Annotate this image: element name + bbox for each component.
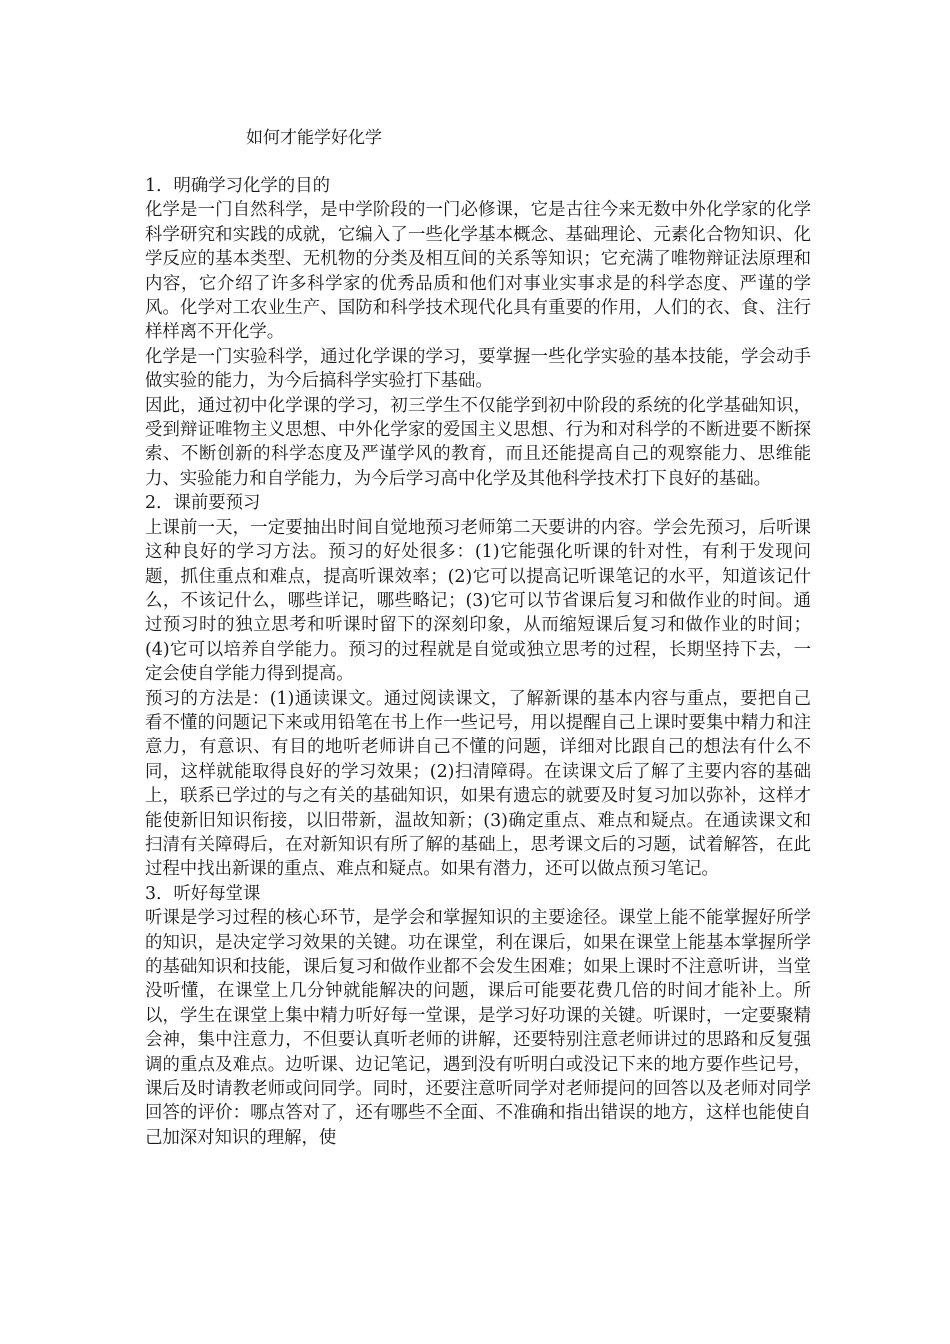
section-preview (145, 491, 811, 882)
paragraph: 听课是学习过程的核心环节，是学会和掌握知识的主要途径。课堂上能不能掌握好所学的知识，是决定学习效果的关键。功在课堂，利在课后，如果在课堂上能基本掌握所学的基础知识和技能，课后复习和做作业都不会发生困难；如果上课时不注意听讲，当堂没听懂，在课堂上几分钟就能解决的问题，课后可能要花费几倍的时间才能补上。所以，学生在课堂上集中精力听好每一堂课，是学习好功课的关键。听课时，一定要聚精会神，集中注意力，不但要认真听老师的讲解，还要特别注意老师讲过的思路和反复强调的重点及难点。边听课、边记笔记，遇到没有听明白或没记下来的地方要作些记号，课后及时请教老师或问同学。同时，还要注意听同学对老师提问的回答以及老师对同学回答的评价：哪点答对了，还有哪些不全面、不准确和指出错误的地方，这样也能使自己加深对知识的理解，使 (145, 908, 811, 1148)
section-purpose (145, 174, 811, 491)
section-heading: 3．听好每堂课 (145, 883, 261, 904)
document-title: 如何才能学好化学 (246, 128, 382, 148)
section-listening (145, 882, 811, 1150)
paragraph: 预习的方法是：(1)通读课文。通过阅读课文，了解新课的基本内容与重点，要把自己看不懂的问题记下来或用铅笔在书上作一些记号，用以提醒自己上课时要集中精力和注意力，有意识、有目的地听老师讲自己不懂的问题，详细对比跟自己的想法有什么不同，这样就能取得良好的学习效果；(2)扫清障碍。在读课文后了解了主要内容的基础上，联系已学过的与之有关的基础知识，如果有遗忘的就要及时复习加以弥补，这样才能使新旧知识衔接，以旧带新，温故知新；(3)确定重点、难点和疑点。在通读课文和扫清有关障碍后，在对新知识有所了解的基础上，思考课文后的习题，试着解答，在此过程中找出新课的重点、难点和疑点。如果有潜力，还可以做点预习笔记。 (145, 688, 811, 880)
paragraph: 因此，通过初中化学课的学习，初三学生不仅能学到初中阶段的系统的化学基础知识，受到辩证唯物主义思想、中外化学家的爱国主义思想、行为和对科学的不断进要不断探索、不断创新的科学态度及严谨学风的教育，而且还能提高自己的观察能力、思维能力、实验能力和自学能力，为今后学习高中化学及其他科学技术打下良好的基础。 (145, 395, 811, 489)
paragraph: 化学是一门实验科学，通过化学课的学习，要掌握一些化学实验的基本技能，学会动手做实验的能力，为今后搞科学实验打下基础。 (145, 346, 811, 392)
section-heading: 2．课前要预习 (145, 493, 261, 514)
document-body (145, 174, 811, 1150)
paragraph: 化学是一门自然科学，是中学阶段的一门必修课，它是古往今来无数中外化学家的化学科学研究和实践的成就，它编入了一些化学基本概念、基础理论、元素化合物知识、化学反应的基本类型、无机物的分类及相互间的关系等知识；它充满了唯物辩证法原理和内容，它介绍了许多科学家的优秀品质和他们对事业实事求是的科学态度、严谨的学风。化学对工农业生产、国防和科学技术现代化具有重要的作用，人们的衣、食、注行样样离不开化学。 (145, 200, 811, 343)
section-heading: 1．明确学习化学的目的 (145, 176, 330, 196)
paragraph: 上课前一天，一定要抽出时间自觉地预习老师第二天要讲的内容。学会先预习，后听课这种良好的学习方法。预习的好处很多：(1)它能强化听课的针对性，有利于发现问题，抓住重点和难点，提高听课效率；(2)它可以提高记听课笔记的水平，知道该记什么，不该记什么，哪些详记，哪些略记；(3)它可以节省课后复习和做作业的时间。通过预习时的独立思考和听课时留下的深刻印象，从而缩短课后复习和做作业的时间；(4)它可以培养自学能力。预习的过程就是自觉或独立思考的过程，长期坚持下去，一定会使自学能力得到提高。 (145, 517, 811, 685)
